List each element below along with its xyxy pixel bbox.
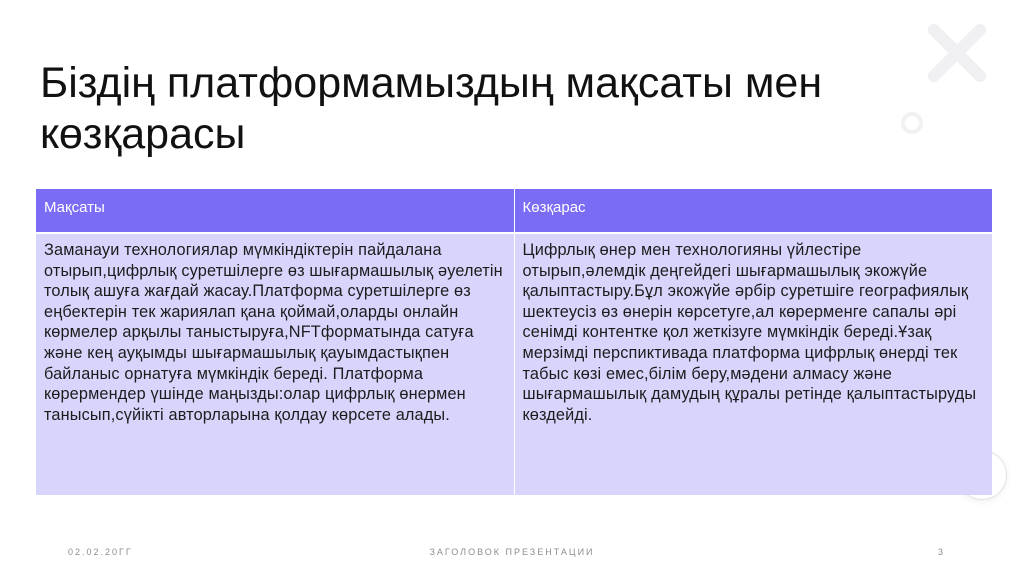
circle-outline-icon (901, 112, 923, 134)
column-header-goals: Мақсаты (36, 189, 514, 233)
footer-date: 02.02.20ГГ (68, 547, 133, 557)
x-mark-icon (918, 14, 996, 92)
slide-title: Біздің платформамыздың мақсаты мен көзқарасы (40, 59, 823, 158)
goals-cell: Заманауи технологиялар мүмкіндіктерін пайдалана отырып,цифрлық суретшілерге өз шығармашылық әуелетін толық ашуға жағдай жасау.Платформа суретшілерге өз еңбектерін тек жариялап қана қоймай,оларды онлайн көрмелер арқылы таныстыруға,NFTформатында сатуға және кең ауқымды шығармашылық қауымдастықпен байланыс орнатуға мүмкіндік береді. Платформа көрермендер үшінде маңызды:олар цифрлық өнермен танысып,сүйікті авторларына қолдау көрсете алады. (36, 233, 514, 495)
column-header-vision: Көзқарас (514, 189, 992, 233)
page-number: 3 (938, 547, 946, 557)
vision-cell: Цифрлық өнер мен технологияны үйлестіре отырып,әлемдік деңгейдегі шығармашылық экожүйе қалыптастыру.Бұл экожүйе әрбір суретшіге географиялық шектеусіз өз өнерін көрсетуге,ал көрерменге сапалы әрі сенімді контентке қол жеткізуге мүмкіндік береді.Ұзақ мерзімді перспиктивада платформа цифрлық өнерді тек табыс көзі емес,білім беру,мәдени алмасу және шығармашылық дамудың құралы ретінде қалыптастыруды көздейді. (514, 233, 992, 495)
footer-title: ЗАГОЛОВОК ПРЕЗЕНТАЦИИ (429, 547, 595, 557)
table-header-row (36, 189, 992, 233)
table-row (36, 233, 992, 495)
goals-vision-table (36, 189, 992, 495)
